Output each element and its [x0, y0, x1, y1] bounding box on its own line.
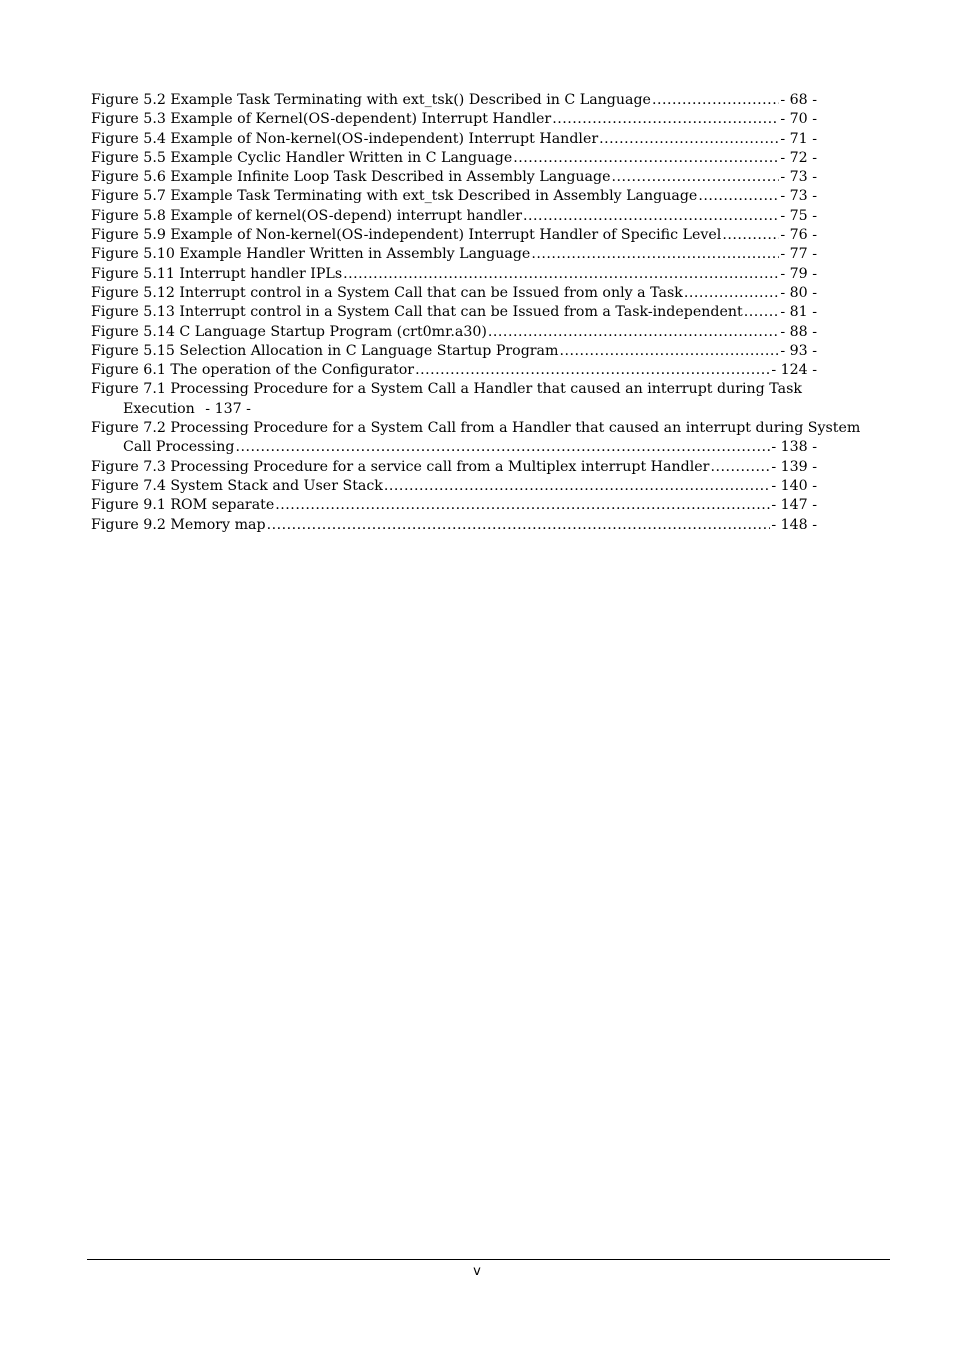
- toc-entry-page: - 73 -: [780, 188, 817, 205]
- toc-entry-label: Figure 6.1 The operation of the Configurator: [91, 362, 415, 379]
- dot-leader: [275, 496, 770, 515]
- toc-entry-label: Figure 5.4 Example of Non-kernel(OS-independent) Interrupt Handler: [91, 130, 599, 147]
- toc-entry[interactable]: [91, 149, 817, 168]
- dot-leader: [267, 516, 771, 535]
- toc-entry-page: - 79 -: [780, 265, 817, 282]
- toc-entry-label: Figure 5.2 Example Task Terminating with ext_tsk() Described in C Language: [91, 92, 651, 108]
- dot-leader: [652, 91, 779, 110]
- toc-entry-page: - 76 -: [780, 227, 817, 244]
- dot-leader: [343, 265, 779, 284]
- toc-entry-page: - 73 -: [780, 169, 817, 186]
- footer-divider: [87, 1259, 890, 1260]
- dot-leader: [559, 342, 779, 361]
- toc-entry-page: - 148 -: [771, 516, 817, 533]
- toc-entry-page: - 72 -: [780, 149, 817, 166]
- toc-entry-label: Figure 9.2 Memory map: [91, 516, 266, 533]
- dot-leader: [698, 187, 779, 206]
- toc-entry[interactable]: [91, 496, 817, 515]
- toc-entry[interactable]: [91, 361, 817, 380]
- toc-entry-page: - 68 -: [780, 92, 817, 108]
- toc-entry-page: - 138 -: [771, 439, 817, 456]
- toc-entry[interactable]: [91, 284, 817, 303]
- toc-entry[interactable]: [91, 419, 883, 458]
- toc-entry[interactable]: [91, 516, 817, 535]
- table-of-figures: [91, 91, 861, 535]
- toc-entry-continuation: [91, 400, 817, 419]
- toc-entry[interactable]: [91, 130, 817, 149]
- toc-entry-label: Figure 5.13 Interrupt control in a System Call that can be Issued from a Task-independent: [91, 304, 743, 321]
- toc-entry-label: Figure 5.11 Interrupt handler IPLs: [91, 265, 343, 282]
- toc-entry-page: - 88 -: [780, 323, 817, 340]
- toc-entry[interactable]: [91, 245, 817, 264]
- toc-entry-label: Figure 7.1 Processing Procedure for a System Call a Handler that caused an interrupt during Task: [91, 381, 802, 398]
- dot-leader: [552, 110, 779, 129]
- toc-entry-label: Figure 7.2 Processing Procedure for a System Call from a Handler that caused an interrupt during System: [91, 420, 861, 437]
- toc-entry[interactable]: [91, 342, 817, 361]
- toc-entry-label: Figure 5.8 Example of kernel(OS-depend) interrupt handler: [91, 207, 523, 224]
- dot-leader: [415, 361, 770, 380]
- dot-leader: [710, 458, 770, 477]
- toc-entry-continuation: [91, 438, 817, 457]
- toc-entry-label: Figure 5.14 C Language Startup Program (crt0mr.a30): [91, 323, 487, 340]
- toc-entry-page: - 139 -: [771, 458, 817, 475]
- toc-entry-page: - 70 -: [780, 111, 817, 128]
- toc-entry[interactable]: [91, 477, 817, 496]
- dot-leader: [384, 477, 770, 496]
- dot-leader: [235, 438, 770, 457]
- dot-leader: [612, 168, 780, 187]
- dot-leader: [488, 323, 779, 342]
- toc-entry-label: Figure 7.4 System Stack and User Stack: [91, 477, 383, 494]
- toc-entry[interactable]: [91, 110, 817, 129]
- toc-entry-page: - 140 -: [771, 477, 817, 494]
- toc-entry-label-continued: Execution: [123, 400, 195, 417]
- toc-entry-page: - 124 -: [771, 362, 817, 379]
- toc-entry[interactable]: [91, 207, 817, 226]
- dot-leader: [722, 226, 779, 245]
- toc-entry[interactable]: [91, 323, 817, 342]
- toc-entry-page: - 75 -: [780, 207, 817, 224]
- toc-entry[interactable]: [91, 303, 817, 322]
- toc-entry-page: - 77 -: [780, 246, 817, 263]
- toc-entry-page: - 71 -: [780, 130, 817, 147]
- dot-leader: [531, 245, 779, 264]
- toc-entry-page: - 93 -: [780, 342, 817, 359]
- dot-leader: [599, 130, 779, 149]
- page-number: v: [473, 1264, 481, 1279]
- toc-entry-label: Figure 5.12 Interrupt control in a System Call that can be Issued from only a Task: [91, 284, 683, 301]
- toc-entry[interactable]: [91, 168, 817, 187]
- toc-entry-page: - 147 -: [771, 497, 817, 514]
- toc-entry[interactable]: [91, 265, 817, 284]
- toc-entry-label: Figure 5.6 Example Infinite Loop Task Described in Assembly Language: [91, 169, 611, 186]
- toc-entry[interactable]: [91, 187, 817, 206]
- toc-entry-label: Figure 5.5 Example Cyclic Handler Written in C Language: [91, 149, 513, 166]
- toc-entry-label: Figure 5.15 Selection Allocation in C Language Startup Program: [91, 342, 559, 359]
- toc-entry-page: - 137 -: [205, 400, 251, 417]
- toc-entry-label: Figure 5.3 Example of Kernel(OS-dependent) Interrupt Handler: [91, 111, 552, 128]
- toc-entry-page: - 81 -: [780, 304, 817, 321]
- toc-entry-label: Figure 5.7 Example Task Terminating with ext_tsk Described in Assembly Language: [91, 188, 698, 205]
- dot-leader: [744, 303, 780, 322]
- toc-entry[interactable]: [91, 91, 817, 110]
- toc-entry-label: Figure 9.1 ROM separate: [91, 497, 275, 514]
- toc-entry-label: Figure 7.3 Processing Procedure for a service call from a Multiplex interrupt Handler: [91, 458, 710, 475]
- dot-leader: [513, 149, 779, 168]
- dot-leader: [684, 284, 779, 303]
- toc-entry-label: Figure 5.10 Example Handler Written in Assembly Language: [91, 246, 531, 263]
- toc-entry-label: Figure 5.9 Example of Non-kernel(OS-independent) Interrupt Handler of Specific Level: [91, 227, 722, 244]
- toc-entry-label-continued: Call Processing: [123, 439, 235, 456]
- toc-entry-page: - 80 -: [780, 284, 817, 301]
- dot-leader: [523, 207, 779, 226]
- toc-entry[interactable]: [91, 226, 817, 245]
- toc-entry[interactable]: [91, 380, 883, 419]
- toc-entry[interactable]: [91, 458, 817, 477]
